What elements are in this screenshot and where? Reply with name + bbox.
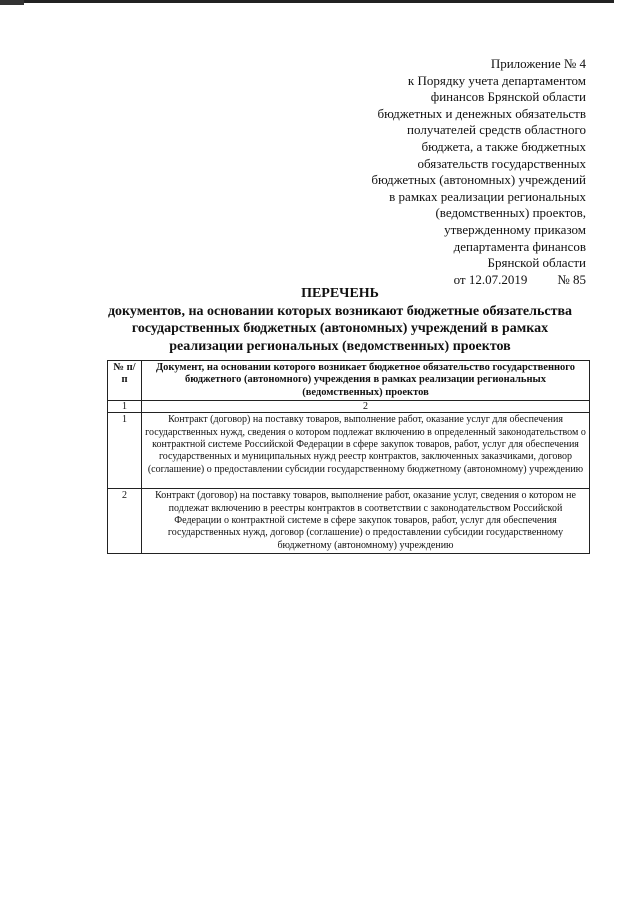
- appendix-line: Брянской области: [487, 255, 586, 271]
- scan-edge-mark: [0, 0, 24, 5]
- title-heading: ПЕРЕЧЕНЬ: [301, 286, 379, 301]
- column-number: 2: [142, 401, 590, 413]
- row-number: 1: [108, 413, 142, 489]
- order-date: от 12.07.2019: [453, 271, 528, 287]
- appendix-line: (ведомственных) проектов,: [435, 205, 586, 221]
- appendix-line: бюджета, а также бюджетных: [421, 138, 586, 154]
- table-row: [108, 413, 590, 489]
- documents-table: [107, 360, 590, 554]
- title-line: реализации региональных (ведомственных) проектов: [169, 338, 511, 354]
- column-number: 1: [108, 401, 142, 413]
- appendix-line: утвержденному приказом: [444, 221, 586, 237]
- appendix-line: бюджетных (автономных) учреждений: [371, 172, 586, 188]
- appendix-line: в рамках реализации региональных: [389, 188, 586, 204]
- table-row: [108, 489, 590, 554]
- title-line: документов, на основании которых возникают бюджетные обязательства: [107, 303, 573, 319]
- appendix-line: получателей средств областного: [407, 122, 586, 138]
- table-header-row: [108, 361, 590, 401]
- appendix-block: [330, 56, 586, 288]
- row-document-text: Контракт (договор) на поставку товаров, выполнение работ, оказание услуг для обеспечения государственных нужд, сведения о котором подлежат включению в определенный законодательством о контрактной системе Российской Федерации в сфере закупок товаров, работ, услуг для обеспечения государственных и муниципальных нужд реестр контрактов, заключенных заказчиками, договор (соглашение) о предоставлении субсидии государственному бюджетному (автономному) учреждению: [142, 413, 590, 489]
- top-border-line: [24, 0, 614, 3]
- header-number: № п/п: [108, 361, 142, 401]
- row-document-text: Контракт (договор) на поставку товаров, выполнение работ, оказание услуг, сведения о котором не подлежат включению в реестры контрактов в соответствии с законодательством Российской Федерации о контрактной системе в сфере закупок товаров, работ, услуг для обеспечения государственных нужд, договор (соглашение) о предоставлении субсидии государственному бюджетному (автономному) учреждению: [142, 489, 590, 554]
- column-number-row: [108, 401, 590, 413]
- title-line: государственных бюджетных (автономных) учреждений в рамках: [131, 321, 549, 336]
- appendix-line: к Порядку учета департаментом: [407, 72, 586, 88]
- row-number: 2: [108, 489, 142, 554]
- document-title: [90, 285, 590, 355]
- appendix-line: Приложение № 4: [490, 56, 586, 71]
- appendix-line: департамента финансов: [453, 238, 586, 254]
- appendix-line: бюджетных и денежных обязательств: [377, 105, 586, 121]
- header-document: Документ, на основании которого возникает бюджетное обязательство государственного бюджетного (автономного) учреждения в рамках реализации региональных (ведомственных) проектов: [142, 361, 590, 401]
- order-number: № 85: [557, 271, 586, 287]
- appendix-line: финансов Брянской области: [430, 89, 586, 105]
- appendix-line: обязательств государственных: [417, 155, 586, 171]
